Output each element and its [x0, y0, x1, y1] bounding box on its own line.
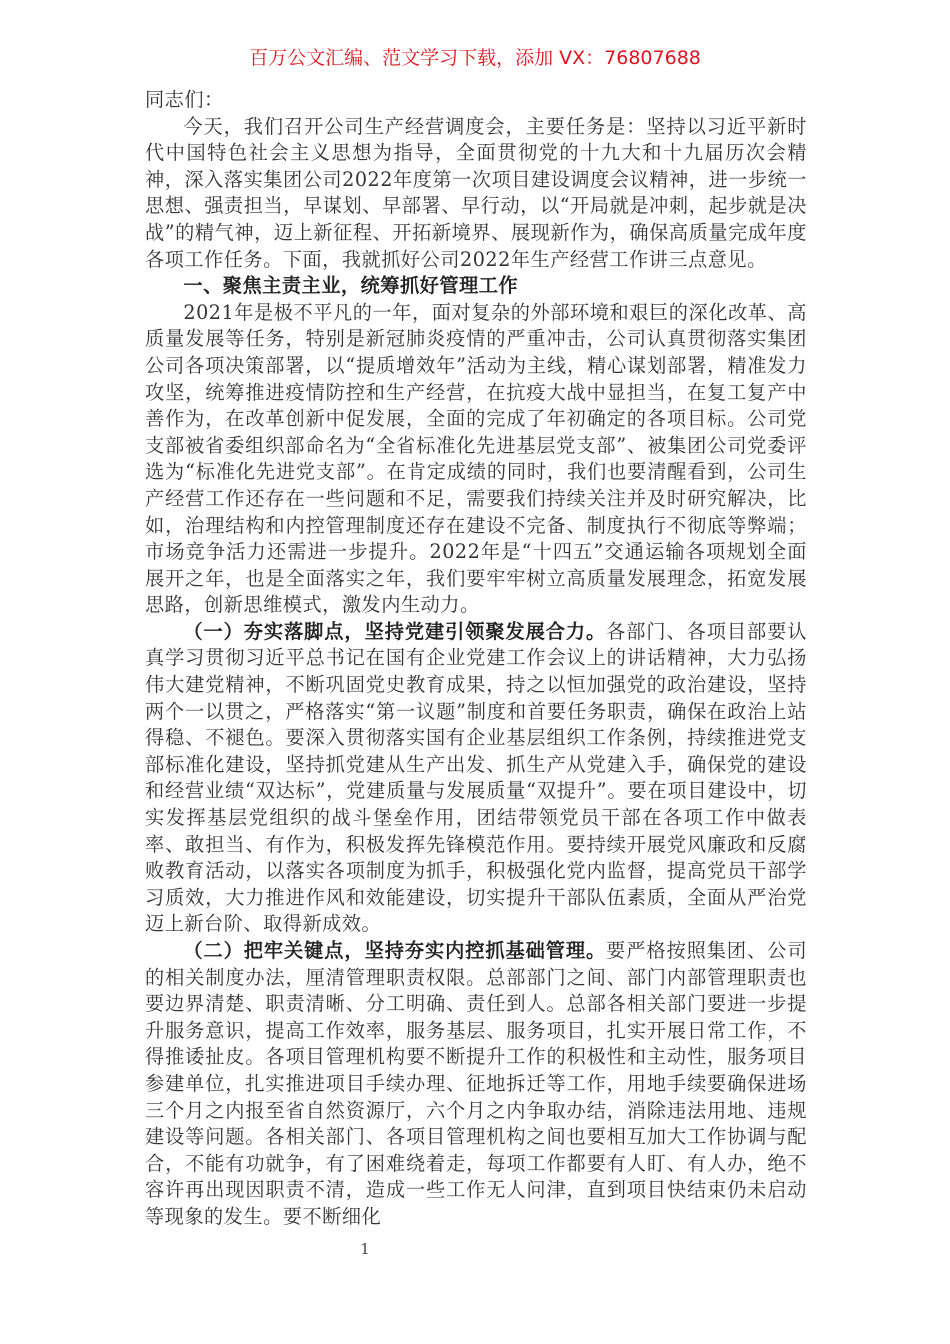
intro-paragraph: 今天，我们召开公司生产经营调度会，主要任务是：坚持以习近平新时代中国特色社会主义思想为指导，全面贯彻党的十九大和十九届历次会精神，深入落实集团公司2022年度第一次项目建设调度会议精神，进一步统一思想、强责担当，早谋划、早部署、早行动，以“开局就是冲刺，起步就是决战”的精气神，迈上新征程、开拓新境界、展现新作为，确保高质量完成年度各项工作任务。下面，我就抓好公司2022年生产经营工作讲三点意见。 [145, 114, 807, 271]
item-2-body: 要严格按照集团、公司的相关制度办法，厘清管理职责权限。总部部门之间、部门内部管理职责也要边界清楚、职责清晰、分工明确、责任到人。总部各相关部门要进一步提升服务意识，提高工作效率，服务基层、服务项目，扎实开展日常工作，不得推诿扯皮。各项目管理机构要不断提升工作的积极性和主动性，服务项目参建单位，扎实推进项目手续办理、征地拆迁等工作，用地手续要确保进场三个月之内报至省自然资源厅，六个月之内争取办结，消除违法用地、违规建设等问题。各相关部门、各项目管理机构之间也要相互加大工作协调与配合，不能有功就争，有了困难绕着走，每项工作都要有人盯、有人办，绝不容许再出现因职责不清，造成一些工作无人问津，直到项目快结束仍未启动等现象的发生。要不断细化 [145, 939, 808, 1228]
item-1-lead: （一）夯实落脚点，坚持党建引领聚发展合力。 [183, 619, 607, 643]
item-1-paragraph [145, 619, 807, 938]
promo-banner: 百万公文汇编、范文学习下载，添加 VX：76807688 [249, 47, 701, 69]
section-1-paragraph: 2021年是极不平凡的一年，面对复杂的外部环境和艰巨的深化改革、高质量发展等任务，特别是新冠肺炎疫情的严重冲击，公司认真贯彻落实集团公司各项决策部署，以“提质增效年”活动为主线，精心谋划部署，精准发力攻坚，统筹推进疫情防控和生产经营，在抗疫大战中显担当，在复工复产中善作为，在改革创新中促发展，全面的完成了年初确定的各项目标。公司党支部被省委组织部命名为“全省标准化先进基层党支部”、被集团公司党委评选为“标准化先进党支部”。在肯定成绩的同时，我们也要清醒看到，公司生产经营工作还存在一些问题和不足，需要我们持续关注并及时研究解决，比如，治理结构和内控管理制度还存在建设不完备、制度执行不彻底等弊端；市场竞争活力还需进一步提升。2022年是“十四五”交通运输各项规划全面展开之年，也是全面落实之年，我们要牢牢树立高质量发展理念，拓宽发展思路，创新思维模式，激发内生动力。 [145, 300, 807, 617]
item-1-body: 各部门、各项目部要认真学习贯彻习近平总书记在国有企业党建工作会议上的讲话精神，大力弘扬伟大建党精神，不断巩固党史教育成果，持之以恒加强党的政治建设，坚持两个一以贯之，严格落实“第一议题”制度和首要任务职责，确保在政治上站得稳、不褪色。要深入贯彻落实国有企业基层组织工作条例，持续推进党支部标准化建设，坚持抓党建从生产出发、抓生产从党建入手，确保党的建设和经营业绩“双达标”，党建质量与发展质量“双提升”。要在项目建设中，切实发挥基层党组织的战斗堡垒作用，团结带领党员干部在各项工作中做表率、敢担当、有作为，积极发挥先锋模范作用。要持续开展党风廉政和反腐败教育活动，以落实各项制度为抓手，积极强化党内监督，提高党员干部学习质效，大力推进作风和效能建设，切实提升干部队伍素质，全面从严治党迈上新台阶、取得新成效。 [145, 619, 808, 936]
page-number: 1 [360, 1240, 370, 1258]
salutation: 同志们： [145, 88, 224, 111]
section-heading-1: 一、聚焦主责主业，统筹抓好管理工作 [183, 274, 519, 298]
item-2-paragraph [145, 938, 807, 1231]
document-body [145, 87, 807, 1231]
item-2-lead: （二）把牢关键点，坚持夯实内控抓基础管理。 [183, 939, 607, 962]
